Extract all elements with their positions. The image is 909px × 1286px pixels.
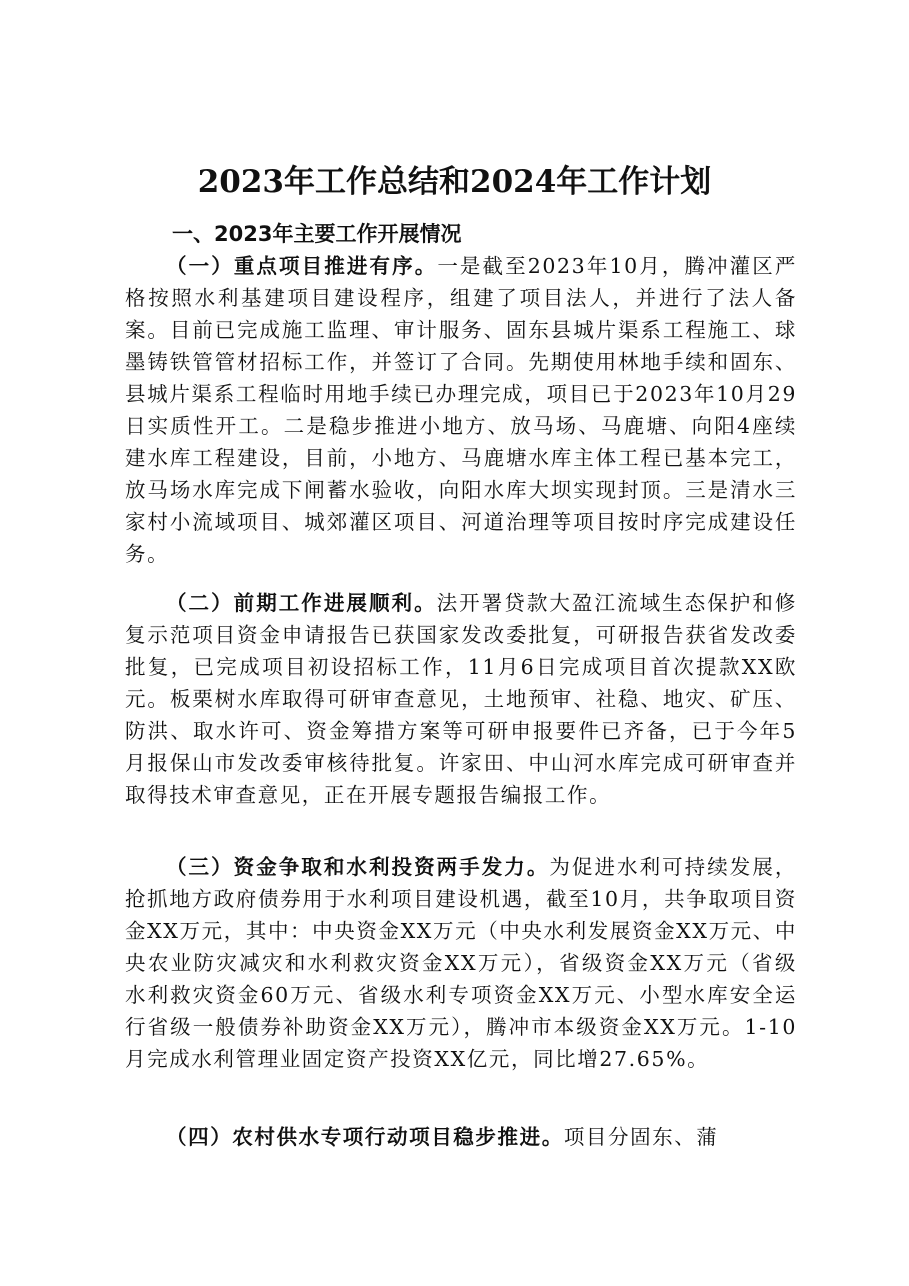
document-title: 2023年工作总结和2024年工作计划: [197, 164, 712, 200]
section-heading: 一、2023年主要工作开展情况: [172, 222, 462, 246]
paragraph-key-projects: [125, 250, 797, 570]
paragraph-rural-water: [125, 1121, 797, 1153]
paragraph-lead: （四）农村供水专项行动项目稳步推进。: [166, 1125, 564, 1149]
paragraph-funding: [125, 851, 797, 1075]
paragraph-body: 项目分固东、蒲: [563, 1125, 719, 1149]
paragraph-lead: （二）前期工作进展顺利。: [166, 591, 437, 615]
paragraph-body: 法开署贷款大盈江流域生态保护和修复示范项目资金申请报告已获国家发改委批复，可研报告获省发改委批复，已完成项目初设招标工作，11月6日完成项目首次提款XX欧元。板栗树水库取得可研审查意见，土地预审、社稳、地灾、矿压、防洪、取水许可、资金筹措方案等可研申报要件已齐备，已于今年5月报保山市发改委审核待批复。许家田、中山河水库完成可研审查并取得技术审查意见，正在开展专题报告编报工作。: [125, 591, 797, 807]
paragraph-preliminary-work: [125, 587, 797, 811]
paragraph-lead: （一）重点项目推进有序。: [166, 254, 438, 278]
paragraph-body: 一是截至2023年10月，腾冲灌区严格按照水利基建项目建设程序，组建了项目法人，并进行了法人备案。目前已完成施工监理、审计服务、固东县城片渠系工程施工、球墨铸铁管管材招标工作，并签订了合同。先期使用林地手续和固东、县城片渠系工程临时用地手续已办理完成，项目已于2023年10月29日实质性开工。二是稳步推进小地方、放马场、马鹿塘、向阳4座续建水库工程建设，目前，小地方、马鹿塘水库主体工程已基本完工，放马场水库完成下闸蓄水验收，向阳水库大坝实现封顶。三是清水三家村小流域项目、城郊灌区项目、河道治理等项目按时序完成建设任务。: [125, 254, 797, 566]
paragraph-body: 为促进水利可持续发展，抢抓地方政府债券用于水利项目建设机遇，截至10月，共争取项目资金XX万元，其中：中央资金XX万元（中央水利发展资金XX万元、中央农业防灾减灾和水利救灾资金XX万元），省级资金XX万元（省级水利救灾资金60万元、省级水利专项资金XX万元、小型水库安全运行省级一般债券补助资金XX万元），腾冲市本级资金XX万元。1-10月完成水利管理业固定资产投资XX亿元，同比增27.65%。: [125, 855, 797, 1071]
paragraph-lead: （三）资金争取和水利投资两手发力。: [166, 855, 550, 879]
